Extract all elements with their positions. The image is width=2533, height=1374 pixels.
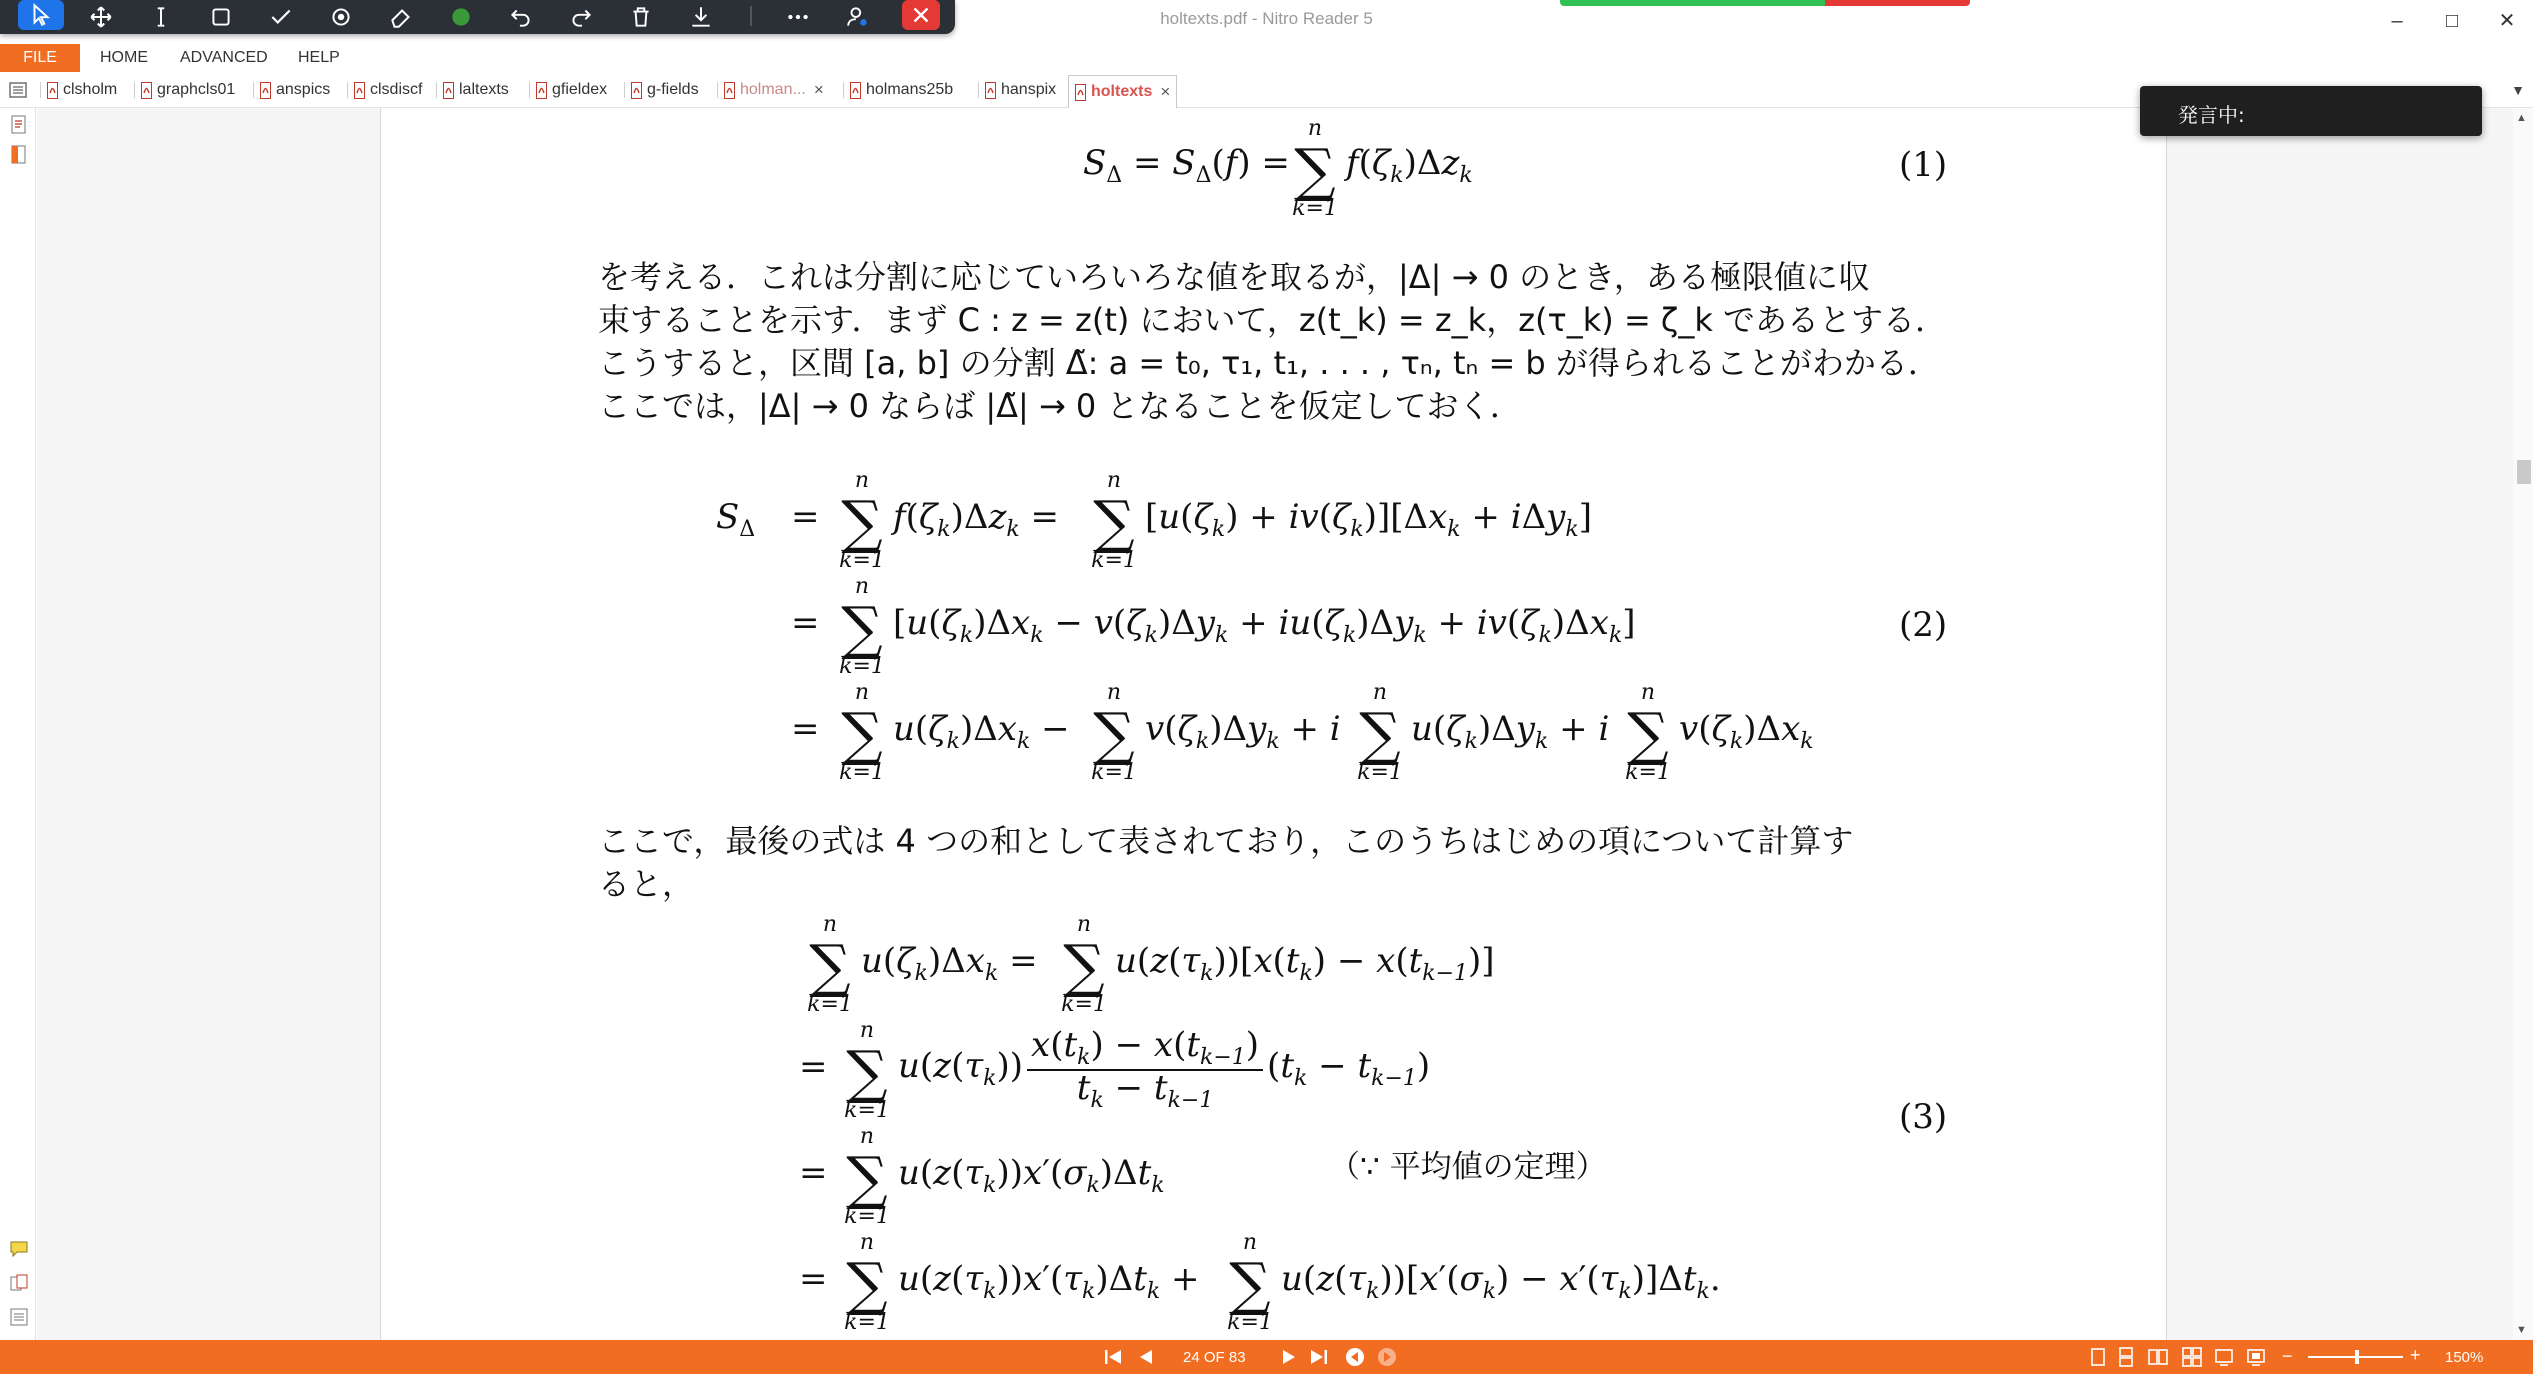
sum-symbol: n ∑ k=1 [1292, 116, 1338, 221]
ribbon-menu [0, 44, 2533, 72]
paragraph-1 [598, 256, 1948, 428]
redo-button[interactable] [558, 0, 604, 34]
single-page-icon [2089, 1347, 2107, 1367]
facing-continuous-view-button[interactable] [2180, 1344, 2204, 1370]
sum-symbol: n ∑ k=1 [1091, 468, 1137, 573]
next-page-button[interactable] [1276, 1344, 1302, 1370]
menu-help[interactable]: HELP [298, 49, 340, 66]
tab-divider [134, 82, 135, 98]
tab-label: holtexts [1091, 83, 1153, 100]
user-gear-icon [845, 4, 871, 30]
output-panel-icon[interactable] [8, 1306, 30, 1328]
next-view-icon [1376, 1346, 1398, 1368]
sum-symbol: n ∑ k=1 [839, 468, 885, 573]
paragraph-2 [598, 820, 1943, 906]
move-tool-button[interactable] [78, 0, 124, 34]
equation-1-rhs: $f(\zeta_k)\Delta z_k$ [1346, 143, 1473, 188]
next-view-button[interactable] [1374, 1344, 1400, 1370]
zoom-slider-thumb[interactable] [2355, 1350, 2359, 1364]
redo-icon [568, 4, 594, 30]
mean-value-theorem-note: （∵ 平均値の定理） [1329, 1149, 1607, 1185]
previous-page-button[interactable] [1133, 1344, 1159, 1370]
vertical-scrollbar[interactable] [2513, 108, 2533, 1340]
close-toolbar-button[interactable] [902, 0, 940, 30]
comments-icon[interactable] [8, 1238, 30, 1260]
page-indicator[interactable]: 24 OF 83 [1183, 1349, 1246, 1366]
tab-anspics[interactable] [260, 76, 330, 104]
tab-divider [253, 82, 254, 98]
pdf-file-icon [47, 82, 58, 99]
equation-3-line-4a: $u(z(\tau_k))x'(\tau_k)\Delta t_k$ + [898, 1259, 1200, 1304]
tabs-overflow-icon[interactable]: ▼ [2511, 82, 2525, 98]
tab-divider [717, 82, 718, 98]
menu-home[interactable]: HOME [100, 49, 148, 66]
tab-label: gfieldex [552, 81, 608, 98]
tab-label: g-fields [647, 81, 699, 98]
maximize-button[interactable]: □ [2445, 10, 2459, 32]
text-tool-button[interactable] [138, 0, 184, 34]
text-cursor-icon [148, 4, 174, 30]
equation-2-line-3b: $v(\zeta_k)\Delta y_k + i$ [1145, 709, 1341, 754]
first-page-button[interactable] [1100, 1344, 1126, 1370]
paragraph-1-line: こうすると，区間 [a, b] の分割 Δ̃: a = t₀, τ₁, t₁, . . . , τₙ, tₙ = b が得られることがわかる． [598, 344, 1940, 382]
sum-symbol: n ∑ k=1 [839, 680, 885, 785]
stamp-icon [328, 4, 354, 30]
previous-page-icon [1137, 1348, 1155, 1366]
close-icon [908, 2, 934, 28]
tab-label: graphcls01 [157, 81, 236, 98]
pdf-file-icon [260, 82, 271, 99]
fit-page-button[interactable] [2244, 1344, 2268, 1370]
first-page-icon [1103, 1348, 1123, 1366]
tab-hanspix[interactable] [985, 76, 1056, 104]
equation-2-line-3c: $u(\zeta_k)\Delta y_k + i$ [1411, 709, 1610, 754]
scroll-up-icon[interactable]: ▲ [2516, 112, 2527, 124]
screen-annotation-toolbar [0, 0, 955, 34]
undo-button[interactable] [498, 0, 544, 34]
sum-symbol: n ∑ k=1 [1625, 680, 1671, 785]
paragraph-1-line: 束することを示す．まず C : z = z(t) において，z(t_k) = z_k，z(τ_k) = ζ_k であるとする． [598, 301, 1948, 339]
equals-sign: = [791, 709, 820, 749]
pdf-file-icon [724, 82, 735, 99]
pdf-file-icon [1075, 84, 1086, 101]
scroll-down-icon[interactable]: ▼ [2516, 1324, 2527, 1336]
attachments-icon[interactable] [8, 1272, 30, 1294]
pointer-tool-button[interactable] [18, 0, 64, 30]
single-page-view-button[interactable] [2086, 1344, 2110, 1370]
download-button[interactable] [678, 0, 724, 34]
equals-sign: = [799, 1047, 828, 1087]
tab-label: anspics [276, 81, 331, 98]
stamp-tool-button[interactable] [318, 0, 364, 34]
tab-label: clsholm [63, 81, 118, 98]
color-picker-button[interactable] [438, 0, 484, 34]
equation-2-line-1: $f(\zeta_k)\Delta z_k$ = [893, 497, 1060, 542]
color-dot-icon [448, 4, 474, 30]
sum-symbol: n ∑ k=1 [1357, 680, 1403, 785]
paragraph-2-line: ここで，最後の式は 4 つの和として表されており，このうちはじめの項について計算す [598, 822, 1854, 860]
tab-label: laltexts [459, 81, 509, 98]
delete-button[interactable] [618, 0, 664, 34]
pdf-file-icon [354, 82, 365, 99]
tab-holmans25b[interactable] [850, 76, 953, 104]
tab-holtexts[interactable] [1068, 75, 1177, 108]
paragraph-1-line: ここでは，|Δ| → 0 ならば |Δ̃| → 0 となることを仮定しておく． [598, 387, 1522, 425]
tab-divider [978, 82, 979, 98]
download-icon [688, 4, 714, 30]
minimize-button[interactable]: – [2391, 10, 2403, 32]
close-window-button[interactable]: ✕ [2498, 10, 2516, 32]
tab-graphcls01[interactable] [141, 76, 235, 104]
facing-view-button[interactable] [2146, 1344, 2170, 1370]
checkmark-icon [268, 4, 294, 30]
trash-icon [628, 4, 654, 30]
more-dots-icon [785, 4, 811, 30]
tab-label: clsdiscf [370, 81, 423, 98]
menu-file[interactable]: FILE [0, 44, 80, 72]
sum-symbol: n ∑ k=1 [1227, 1230, 1273, 1335]
pdf-file-icon [850, 82, 861, 99]
equation-3-line-1b: $u(z(\tau_k))[x(t_k) - x(t_{k-1})]$ [1115, 941, 1495, 986]
equation-number-3: (3) [1899, 1097, 1948, 1137]
tab-list-icon[interactable] [8, 80, 28, 100]
equals-sign: = [799, 1153, 828, 1193]
fit-page-icon [2246, 1347, 2266, 1367]
document-viewport[interactable] [37, 108, 2513, 1340]
sum-symbol: n ∑ k=1 [1061, 912, 1107, 1017]
equals-sign: = [791, 603, 820, 643]
fit-width-button[interactable] [2212, 1344, 2236, 1370]
recording-indicator-red [1825, 0, 1970, 6]
eraser-tool-button[interactable] [378, 0, 424, 34]
pdf-file-icon [536, 82, 547, 99]
sum-symbol: n ∑ k=1 [1091, 680, 1137, 785]
tab-laltexts[interactable] [443, 76, 509, 104]
sum-symbol: n ∑ k=1 [844, 1018, 890, 1123]
rectangle-tool-button[interactable] [198, 0, 244, 34]
facing-continuous-icon [2182, 1347, 2202, 1367]
continuous-page-icon [2117, 1347, 2135, 1367]
cursor-arrow-icon [28, 2, 54, 28]
tab-holman[interactable] [724, 76, 824, 104]
speaking-label: 発言中: [2178, 103, 2245, 127]
paragraph-1-line: を考える．これは分割に応じていろいろな値を取るが，|Δ| → 0 のとき，ある極限値に収 [598, 258, 1870, 296]
tab-divider [436, 82, 437, 98]
window-title: holtexts.pdf - Nitro Reader 5 [1160, 9, 1373, 28]
tab-divider [843, 82, 844, 98]
tab-gfieldex[interactable] [536, 76, 607, 104]
more-options-button[interactable] [775, 0, 821, 34]
equation-1: $S_\Delta = S_\Delta(f)$ = [1083, 143, 1290, 188]
close-tab-icon[interactable]: × [1160, 82, 1171, 101]
tab-label: holman... [740, 81, 806, 98]
tab-divider [40, 82, 41, 98]
equation-3-line-2: $u(z(\tau_k))$ $\frac{x(t_k) - x(t_{k-1})}{t_k - t_{k-1}}$ $(t_k - t_{k-1})$ [898, 1025, 1431, 1113]
zoom-level[interactable]: 150% [2445, 1349, 2484, 1366]
pdf-page [380, 108, 2167, 1340]
zoom-out-button[interactable]: − [2282, 1346, 2293, 1366]
rectangle-icon [208, 4, 234, 30]
scrollbar-thumb[interactable] [2517, 460, 2531, 484]
tab-divider [529, 82, 530, 98]
pdf-file-icon [985, 82, 996, 99]
tab-divider [624, 82, 625, 98]
equation-3-line-4b: $u(z(\tau_k))[x'(\sigma_k) - x'(\tau_k)]\Delta t_k$. [1281, 1259, 1721, 1304]
equation-2-lhs: $S_\Delta$ [716, 497, 756, 542]
pdf-file-icon [141, 82, 152, 99]
tab-clsholm[interactable] [47, 76, 117, 104]
equation-2-line-1-rhs: $[u(\zeta_k) + iv(\zeta_k)][\Delta x_k + i\Delta y_k]$ [1145, 497, 1592, 542]
user-settings-button[interactable] [835, 0, 881, 34]
equation-2-line-3d: $v(\zeta_k)\Delta x_k$ [1679, 709, 1814, 754]
sum-symbol: n ∑ k=1 [844, 1230, 890, 1335]
last-page-button[interactable] [1306, 1344, 1332, 1370]
tab-label: holmans25b [866, 81, 954, 98]
equation-number-1: (1) [1899, 145, 1948, 185]
facing-pages-icon [2148, 1347, 2168, 1367]
page-thumbnails-icon[interactable] [8, 114, 30, 136]
tab-divider [347, 82, 348, 98]
close-tab-icon[interactable]: × [813, 80, 824, 99]
left-side-panel [0, 108, 36, 1340]
equals-sign: = [791, 497, 820, 537]
status-bar [0, 1340, 2533, 1374]
fit-width-icon [2214, 1347, 2234, 1367]
previous-view-button[interactable] [1342, 1344, 1368, 1370]
tab-label: hanspix [1001, 81, 1057, 98]
continuous-view-button[interactable] [2114, 1344, 2138, 1370]
move-arrows-icon [88, 4, 114, 30]
eraser-icon [388, 4, 414, 30]
equals-sign: = [799, 1259, 828, 1299]
recording-indicator-green [1560, 0, 1825, 6]
tab-clsdiscf[interactable] [354, 76, 422, 104]
check-tool-button[interactable] [258, 0, 304, 34]
zoom-in-button[interactable]: + [2410, 1345, 2421, 1365]
sum-symbol: n ∑ k=1 [844, 1124, 890, 1229]
toolbar-divider [750, 6, 752, 26]
equation-number-2: (2) [1899, 605, 1948, 645]
equation-2-line-2: $[u(\zeta_k)\Delta x_k - v(\zeta_k)\Delta y_k + iu(\zeta_k)\Delta y_k + iv(\zeta_k)\Delta x_k]$ [893, 603, 1636, 648]
paragraph-2-line: ると， [598, 865, 695, 903]
bookmarks-icon[interactable] [8, 144, 30, 166]
pdf-file-icon [631, 82, 642, 99]
speaking-indicator-overlay [2140, 86, 2482, 136]
sum-symbol: n ∑ k=1 [839, 574, 885, 679]
tab-g-fields[interactable] [631, 76, 699, 104]
equation-2-line-3a: $u(\zeta_k)\Delta x_k$ − [893, 709, 1070, 754]
pdf-file-icon [443, 82, 454, 99]
sum-symbol: n ∑ k=1 [807, 912, 853, 1017]
last-page-icon [1309, 1348, 1329, 1366]
menu-advanced[interactable]: ADVANCED [180, 49, 268, 66]
next-page-icon [1280, 1348, 1298, 1366]
undo-icon [508, 4, 534, 30]
equation-3-line-1a: $u(\zeta_k)\Delta x_k$ = [861, 941, 1038, 986]
equation-3-line-3: $u(z(\tau_k))x'(\sigma_k)\Delta t_k$ [898, 1153, 1165, 1198]
previous-view-icon [1344, 1346, 1366, 1368]
